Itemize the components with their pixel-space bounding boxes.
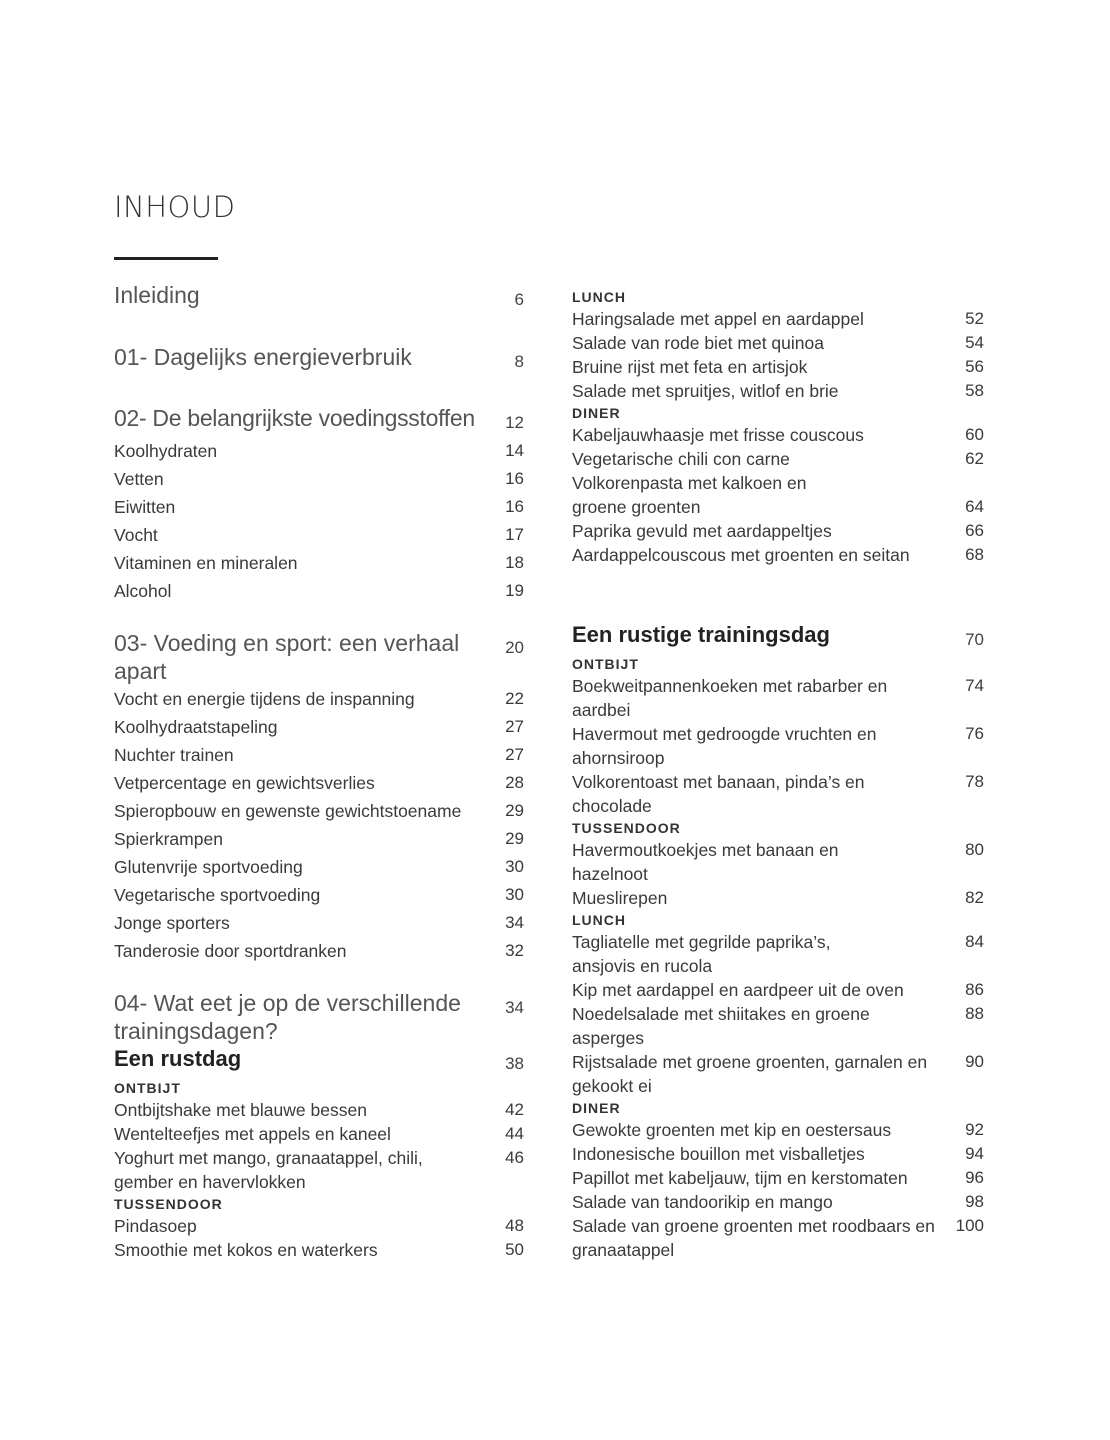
page-number: 62 xyxy=(965,449,984,468)
toc-recipe[interactable] xyxy=(572,770,984,818)
meal-heading-lunch: LUNCH xyxy=(572,912,626,928)
page-number: 46 xyxy=(505,1148,524,1167)
recipe-title: Pindasoep xyxy=(114,1216,197,1236)
toc-recipe[interactable] xyxy=(114,1146,524,1194)
page-number: 56 xyxy=(965,357,984,376)
item-title: Vegetarische sportvoeding xyxy=(114,885,321,905)
page-number: 88 xyxy=(965,1004,984,1023)
section-title: Een rustige trainingsdag xyxy=(572,622,830,647)
page-number: 14 xyxy=(505,441,524,460)
item-title: Vitaminen en mineralen xyxy=(114,553,298,573)
toc-section-rustdag[interactable] xyxy=(114,1045,524,1078)
item-title: Eiwitten xyxy=(114,497,176,517)
toc-chapter-02[interactable] xyxy=(114,404,524,437)
toc-recipe[interactable] xyxy=(572,722,984,770)
item-title: Vetten xyxy=(114,469,164,489)
page-number: 86 xyxy=(965,980,984,999)
recipe-title: Havermoutkoekjes met banaan en hazelnoot xyxy=(572,840,839,884)
page-number: 27 xyxy=(505,717,524,736)
toc-item[interactable] xyxy=(114,853,524,881)
toc-item[interactable] xyxy=(114,437,524,465)
toc-recipe[interactable] xyxy=(572,543,984,567)
chapter-title: 04- Wat eet je op de verschillende trainingsdagen? xyxy=(114,990,461,1044)
toc-recipe[interactable] xyxy=(572,1118,984,1142)
toc-left-column xyxy=(114,281,524,1262)
recipe-title: Haringsalade met appel en aardappel xyxy=(572,309,864,329)
recipe-title: Salade met spruitjes, witlof en brie xyxy=(572,381,839,401)
page-number: 17 xyxy=(505,525,524,544)
page-number: 29 xyxy=(505,829,524,848)
recipe-title: Smoothie met kokos en waterkers xyxy=(114,1240,378,1260)
page-number: 96 xyxy=(965,1168,984,1187)
page-number: 76 xyxy=(965,724,984,743)
page-number: 16 xyxy=(505,497,524,516)
recipe-title: Boekweitpannenkoeken met rabarber en aardbei xyxy=(572,676,888,720)
meal-heading-diner: DINER xyxy=(572,405,621,421)
page-number: 60 xyxy=(965,425,984,444)
page-number: 70 xyxy=(965,630,984,649)
chapter-title: 03- Voeding en sport: een verhaal apart xyxy=(114,630,460,684)
page-number: 44 xyxy=(505,1124,524,1143)
recipe-title: Tagliatelle met gegrilde paprika’s, ansjovis en rucola xyxy=(572,932,831,976)
page-number: 38 xyxy=(505,1054,524,1073)
page-number: 90 xyxy=(965,1052,984,1071)
recipe-title: Rijstsalade met groene groenten, garnalen en gekookt ei xyxy=(572,1052,928,1096)
page-number: 48 xyxy=(505,1216,524,1235)
toc-recipe[interactable] xyxy=(572,1142,984,1166)
page-number: 52 xyxy=(965,309,984,328)
recipe-title: Ontbijtshake met blauwe bessen xyxy=(114,1100,367,1120)
page-number: 18 xyxy=(505,553,524,572)
recipe-title: Paprika gevuld met aardappeltjes xyxy=(572,521,832,541)
toc-item[interactable] xyxy=(114,741,524,769)
item-title: Alcohol xyxy=(114,581,172,601)
page-number: 27 xyxy=(505,745,524,764)
meal-heading-tussendoor: TUSSENDOOR xyxy=(114,1196,223,1212)
meal-heading-diner: DINER xyxy=(572,1100,621,1116)
recipe-title: Mueslirepen xyxy=(572,888,668,908)
page-number: 6 xyxy=(514,290,524,309)
toc-recipe[interactable] xyxy=(114,1214,524,1238)
toc-recipe[interactable] xyxy=(114,1098,524,1122)
recipe-title: Noedelsalade met shiitakes en groene asperges xyxy=(572,1004,870,1048)
toc-recipe[interactable] xyxy=(572,1166,984,1190)
page-number: 12 xyxy=(505,413,524,432)
toc-recipe[interactable] xyxy=(572,471,984,519)
toc-item[interactable] xyxy=(114,769,524,797)
recipe-title: Wentelteefjes met appels en kaneel xyxy=(114,1124,391,1144)
page-number: 30 xyxy=(505,885,524,904)
page-number: 94 xyxy=(965,1144,984,1163)
item-title: Jonge sporters xyxy=(114,913,230,933)
recipe-title: Kip met aardappel en aardpeer uit de oven xyxy=(572,980,904,1000)
toc-recipe[interactable] xyxy=(572,674,984,722)
toc-recipe[interactable] xyxy=(572,379,984,403)
page-number: 64 xyxy=(965,497,984,516)
page-number: 34 xyxy=(505,913,524,932)
toc-recipe[interactable] xyxy=(572,355,984,379)
item-title: Spieropbouw en gewenste gewichtstoename xyxy=(114,801,462,821)
toc-recipe[interactable] xyxy=(572,307,984,331)
recipe-title: Gewokte groenten met kip en oestersaus xyxy=(572,1120,892,1140)
item-title: Vocht xyxy=(114,525,158,545)
meal-heading-ontbijt: ONTBIJT xyxy=(572,656,639,672)
meal-heading-lunch: LUNCH xyxy=(572,289,626,305)
page-number: 50 xyxy=(505,1240,524,1259)
item-title: Spierkrampen xyxy=(114,829,223,849)
page-number: 22 xyxy=(505,689,524,708)
page-number: 58 xyxy=(965,381,984,400)
page-number: 42 xyxy=(505,1100,524,1119)
toc-recipe[interactable] xyxy=(572,1050,984,1098)
toc-item[interactable] xyxy=(114,577,524,605)
toc-item[interactable] xyxy=(114,909,524,937)
toc-recipe[interactable] xyxy=(572,331,984,355)
toc-item[interactable] xyxy=(114,713,524,741)
recipe-title: Volkorentoast met banaan, pinda’s en chocolade xyxy=(572,772,865,816)
recipe-title: Bruine rijst met feta en artisjok xyxy=(572,357,808,377)
toc-recipe[interactable] xyxy=(114,1122,524,1146)
meal-heading-ontbijt: ONTBIJT xyxy=(114,1080,181,1096)
recipe-title: Volkorenpasta met kalkoen en groene groenten xyxy=(572,473,807,517)
toc-recipe[interactable] xyxy=(572,838,984,886)
page-number: 30 xyxy=(505,857,524,876)
toc-recipe[interactable] xyxy=(114,1238,524,1262)
toc-chapter-04[interactable] xyxy=(114,989,524,1045)
page-number: 54 xyxy=(965,333,984,352)
page-title: INHOUD xyxy=(114,190,236,224)
toc-recipe[interactable] xyxy=(572,1190,984,1214)
item-title: Nuchter trainen xyxy=(114,745,234,765)
page-number: 32 xyxy=(505,941,524,960)
page-number: 74 xyxy=(965,676,984,695)
page-number: 78 xyxy=(965,772,984,791)
toc-recipe[interactable] xyxy=(572,519,984,543)
page-number: 20 xyxy=(505,638,524,657)
recipe-title: Vegetarische chili con carne xyxy=(572,449,790,469)
item-title: Koolhydraatstapeling xyxy=(114,717,278,737)
chapter-title: 01- Dagelijks energieverbruik xyxy=(114,344,412,370)
recipe-title: Aardappelcouscous met groenten en seitan xyxy=(572,545,910,565)
toc-chapter-inleiding[interactable] xyxy=(114,281,524,314)
item-title: Glutenvrije sportvoeding xyxy=(114,857,303,877)
page-number: 19 xyxy=(505,581,524,600)
item-title: Koolhydraten xyxy=(114,441,218,461)
toc-item[interactable] xyxy=(114,521,524,549)
chapter-title: 02- De belangrijkste voedingsstoffen xyxy=(114,405,475,431)
toc-item[interactable] xyxy=(114,549,524,577)
section-title: Een rustdag xyxy=(114,1046,242,1071)
page-number: 92 xyxy=(965,1120,984,1139)
recipe-title: Papillot met kabeljauw, tijm en kerstomaten xyxy=(572,1168,908,1188)
toc-recipe[interactable] xyxy=(572,978,984,1002)
recipe-title: Salade van groene groenten met roodbaars en granaatappel xyxy=(572,1216,935,1260)
toc-chapter-01[interactable] xyxy=(114,343,524,376)
recipe-title: Indonesische bouillon met visballetjes xyxy=(572,1144,865,1164)
page-number: 34 xyxy=(505,998,524,1017)
page-number: 29 xyxy=(505,801,524,820)
meal-heading-tussendoor: TUSSENDOOR xyxy=(572,820,681,836)
toc-item[interactable] xyxy=(114,797,524,825)
recipe-title: Salade van tandoorikip en mango xyxy=(572,1192,833,1212)
page-number: 100 xyxy=(955,1216,984,1235)
toc-recipe[interactable] xyxy=(572,1002,984,1050)
toc-recipe[interactable] xyxy=(572,886,984,910)
page-number: 98 xyxy=(965,1192,984,1211)
recipe-title: Salade van rode biet met quinoa xyxy=(572,333,824,353)
item-title: Tanderosie door sportdranken xyxy=(114,941,347,961)
page-number: 82 xyxy=(965,888,984,907)
toc-chapter-03[interactable] xyxy=(114,629,524,685)
item-title: Vetpercentage en gewichtsverlies xyxy=(114,773,375,793)
recipe-title: Yoghurt met mango, granaatappel, chili, gember en havervlokken xyxy=(114,1148,423,1192)
toc-recipe[interactable] xyxy=(572,1214,984,1262)
chapter-title: Inleiding xyxy=(114,282,200,308)
toc-recipe[interactable] xyxy=(572,930,984,978)
toc-item[interactable] xyxy=(114,493,524,521)
toc-recipe[interactable] xyxy=(572,423,984,447)
page-number: 68 xyxy=(965,545,984,564)
toc-recipe[interactable] xyxy=(572,447,984,471)
recipe-title: Kabeljauwhaasje met frisse couscous xyxy=(572,425,864,445)
toc-item[interactable] xyxy=(114,685,524,713)
page-number: 84 xyxy=(965,932,984,951)
toc-item[interactable] xyxy=(114,465,524,493)
toc-item[interactable] xyxy=(114,937,524,965)
item-title: Vocht en energie tijdens de inspanning xyxy=(114,689,415,709)
page-number: 16 xyxy=(505,469,524,488)
page-number: 66 xyxy=(965,521,984,540)
page-number: 8 xyxy=(514,352,524,371)
title-rule xyxy=(114,257,218,260)
recipe-title: Havermout met gedroogde vruchten en ahornsiroop xyxy=(572,724,877,768)
toc-item[interactable] xyxy=(114,825,524,853)
page-number: 28 xyxy=(505,773,524,792)
toc-item[interactable] xyxy=(114,881,524,909)
toc-right-column xyxy=(572,287,984,1262)
page-number: 80 xyxy=(965,840,984,859)
toc-section-rustige-trainingsdag[interactable] xyxy=(572,621,984,654)
